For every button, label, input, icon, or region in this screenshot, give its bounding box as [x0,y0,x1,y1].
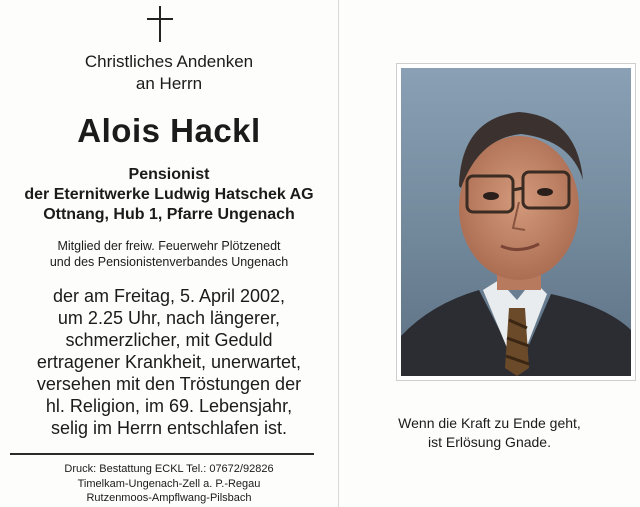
quote-line-2: ist Erlösung Gnade. [428,434,551,450]
role-line-2: der Eternitwerke Ludwig Hatschek AG [24,186,314,203]
body-line-1: der am Freitag, 5. April 2002, [52,286,286,306]
printer-line-2: Timelkam-Ungenach-Zell a. P.-Regau [77,478,261,490]
printer-line-1: Druck: Bestattung ECKL Tel.: 07672/92826 [64,463,274,475]
body-line-7: selig im Herrn entschlafen ist. [50,418,288,438]
body-line-2: um 2.25 Uhr, nach längerer, [57,308,281,328]
divider-rule [10,453,314,455]
body-line-6: hl. Religion, im 69. Lebensjahr, [45,396,293,416]
portrait-frame [396,63,636,381]
body-line-4: ertragener Krankheit, unerwartet, [36,352,302,372]
membership-line-1: Mitglied der freiw. Feuerwehr Plötzenedt [57,239,281,253]
membership-line-2: und des Pensionistenverbandes Ungenach [49,255,289,269]
printer-line-3: Rutzenmoos-Ampflwang-Pilsbach [86,492,252,504]
intro-line-2: an Herrn [135,74,203,93]
intro-line-1: Christliches Andenken [84,52,254,71]
portrait-photo [401,68,631,376]
role-line-3: Ottnang, Hub 1, Pfarre Ungenach [43,206,295,223]
body-line-3: schmerzlicher, mit Geduld [65,330,273,350]
quote-line-1: Wenn die Kraft zu Ende geht, [398,415,581,431]
body-line-5: versehen mit den Tröstungen der [36,374,302,394]
deceased-name: Alois Hackl [77,112,261,149]
latin-cross-icon [147,6,173,42]
role-line-1: Pensionist [128,166,210,183]
